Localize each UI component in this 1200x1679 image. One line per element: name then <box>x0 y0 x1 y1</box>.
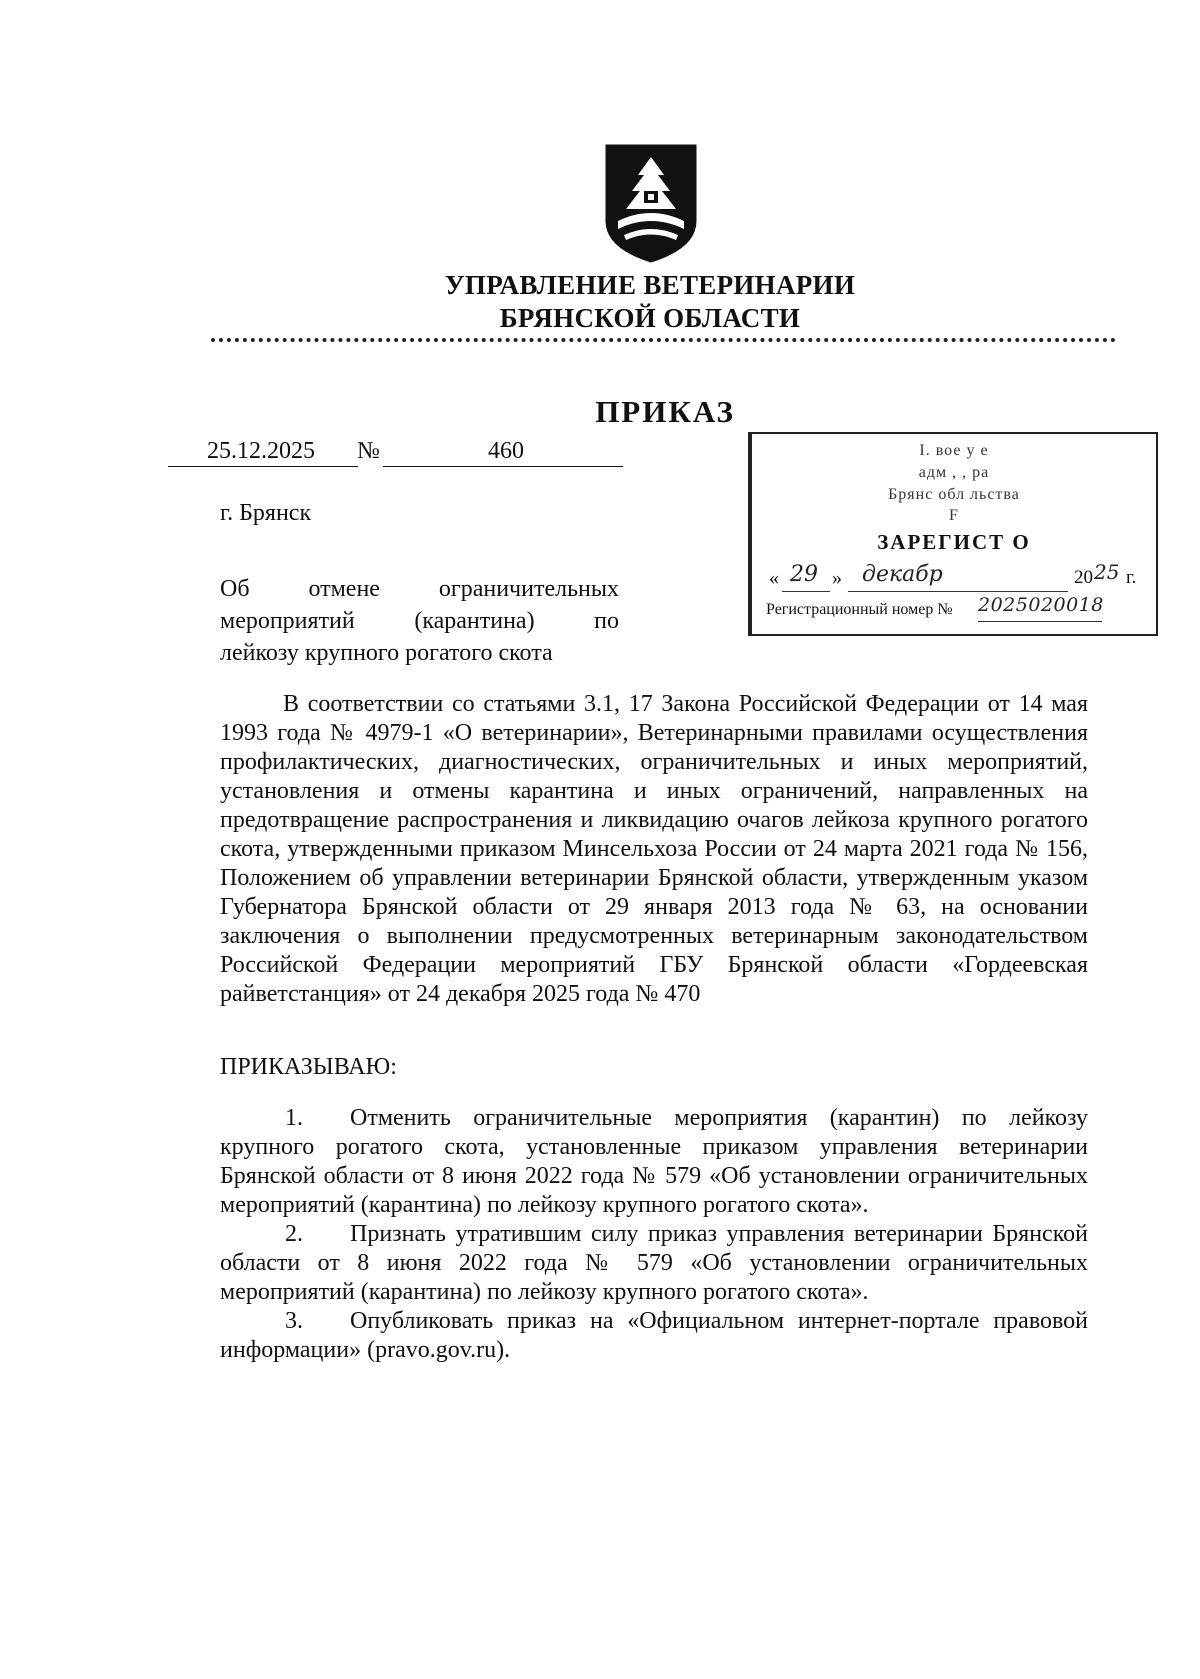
organization-name-line1: УПРАВЛЕНИЕ ВЕТЕРИНАРИИ <box>444 270 856 300</box>
stamp-date-day: 29 <box>790 562 818 587</box>
organization-name-line2: БРЯНСКОЙ ОБЛАСТИ <box>499 303 801 333</box>
header-dotted-divider <box>211 338 1116 342</box>
stamp-line: Брянс обл льства <box>888 486 1020 503</box>
list-item <box>220 1220 1088 1307</box>
number-underline <box>383 466 623 467</box>
stamp-date-month: декабр <box>862 562 943 587</box>
item-number: 1. <box>285 1105 303 1131</box>
stamp-year-suffix: г. <box>1126 567 1137 588</box>
stamp-registered-title: ЗАРЕГИСТ О <box>877 530 1031 554</box>
stamp-line: I. вое у е <box>919 442 989 459</box>
list-item <box>220 1307 1088 1365</box>
stamp-line: адм , , ра <box>918 464 990 481</box>
item-text: Отменить ограничительные мероприятия (карантин) по лейкозу крупного рогатого скота, установленные приказом управления ветеринарии Брянской области от 8 июня 2022 года № 579 «Об установлении ограничительных мероприятий (карантина) по лейкозу крупного рогатого скота». <box>220 1105 1088 1218</box>
item-number: 3. <box>285 1308 303 1334</box>
item-text: Опубликовать приказ на «Официальном интернет-портале правовой информации» (pravo.gov.ru). <box>220 1308 1088 1363</box>
item-text: Признать утратившим силу приказ управления ветеринарии Брянской области от 8 июня 2022 года № 579 «Об установлении ограничительных мероприятий (карантина) по лейкозу крупного рогатого скота». <box>220 1221 1088 1305</box>
stamp-year-prefix: 20 <box>1074 567 1093 588</box>
document-title: ПРИКАЗ <box>595 394 735 429</box>
subject-line: мероприятий (карантина) по <box>220 608 619 634</box>
stamp-registration-label: Регистрационный номер № <box>766 601 953 618</box>
coat-of-arms-icon <box>604 143 698 264</box>
order-word: ПРИКАЗЫВАЮ: <box>220 1054 397 1080</box>
list-item <box>220 1104 1088 1220</box>
document-date: 25.12.2025 <box>207 438 315 464</box>
stamp-registration-number: 2025020018 <box>978 594 1104 616</box>
document-city: г. Брянск <box>220 500 312 526</box>
registration-stamp: I. вое у е адм , , ра Брянс обл льства F ЗАРЕГИСТ О « 29 » декабр 20 25 г. Регистрационный номер № 2025020018 <box>748 432 1158 636</box>
document-subject <box>220 573 619 669</box>
item-number: 2. <box>285 1221 303 1247</box>
preamble-text: В соответствии со статьями 3.1, 17 Закона Российской Федерации от 14 мая 1993 года № 4979-1 «О ветеринарии», Ветеринарными правилами осуществления профилактических, диагностических, ограничительных и иных мероприятий, установления и отмены карантина и иных ограничений, направленных на предотвращение распространения и ликвидацию очагов лейкоза крупного рогатого скота, утвержденными приказом Минсельхоза России от 24 марта 2021 года № 156, Положением об управлении ветеринарии Брянской области, утвержденным указом Губернатора Брянской области от 29 января 2013 года № 63, на основании заключения о выполнении предусмотренных ветеринарным законодательством Российской Федерации мероприятий ГБУ Брянской области «Гордеевская райветстанция» от 24 декабря 2025 года № 470 <box>220 691 1088 1007</box>
number-sign: № <box>357 438 380 464</box>
order-items-list <box>220 1104 1088 1365</box>
subject-line: лейкозу крупного рогатого скота <box>220 640 553 666</box>
stamp-line: F <box>949 507 959 524</box>
stamp-year: 25 <box>1094 560 1120 584</box>
date-underline <box>168 466 358 467</box>
document-preamble <box>220 690 1088 1009</box>
document-number: 460 <box>488 438 524 464</box>
subject-line: Об отмене ограничительных <box>220 576 619 602</box>
